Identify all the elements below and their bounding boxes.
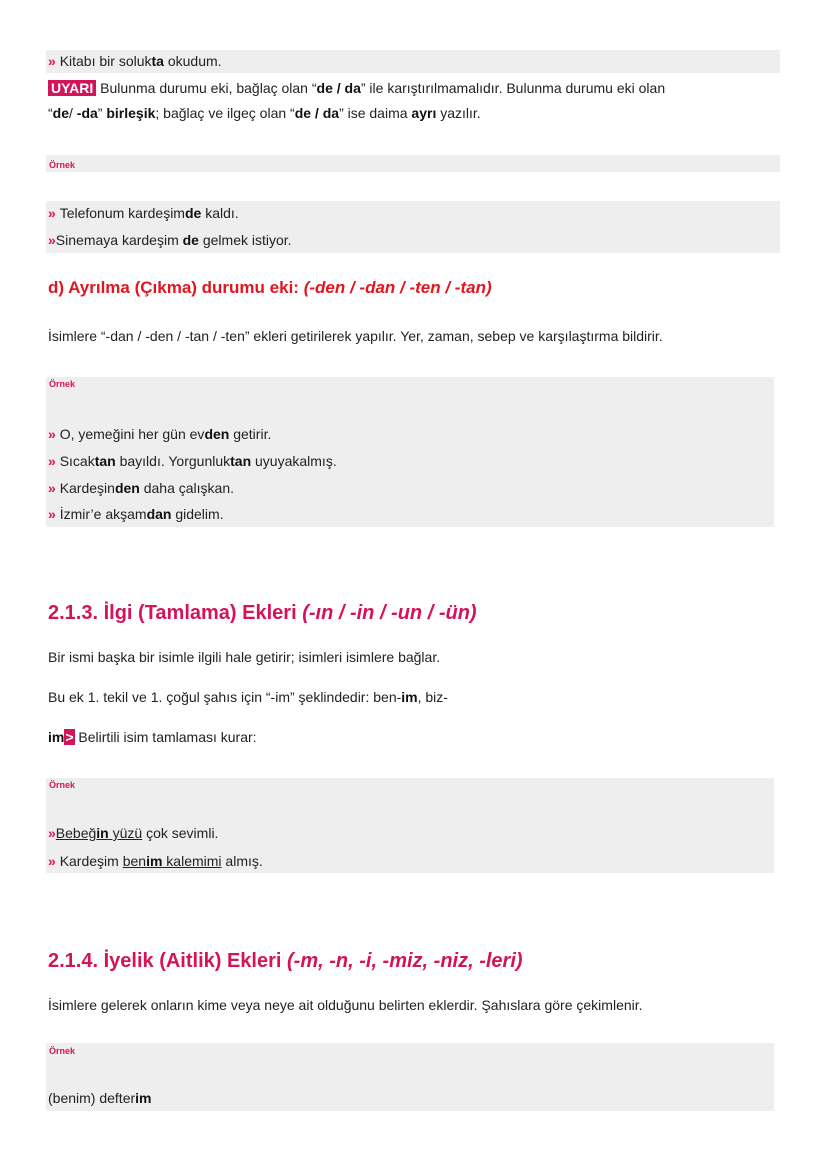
bullet-arrow: » — [48, 232, 56, 248]
text-segment: getirir. — [229, 426, 272, 442]
paragraph — [48, 327, 663, 345]
text-segment: dan — [146, 506, 172, 522]
text-segment: Bu ek 1. tekil ve 1. çoğul şahıs için “-im” şeklindedir: ben- — [48, 689, 402, 705]
heading-text: d) Ayrılma (Çıkma) durumu eki: — [48, 278, 304, 297]
paragraph — [48, 996, 643, 1014]
heading-text: 2.1.3. İlgi (Tamlama) Ekleri — [48, 602, 303, 624]
text-segment: yazılır. — [436, 105, 481, 121]
example-line — [48, 479, 234, 497]
text-segment: de — [184, 205, 202, 221]
example-line — [48, 505, 224, 523]
text-segment: kaldı. — [201, 205, 239, 221]
example-line — [48, 1089, 152, 1107]
warning-line — [48, 79, 665, 97]
text-segment: gidelim. — [171, 506, 224, 522]
text-line — [48, 52, 222, 70]
text-segment: Kitabı bir soluk — [59, 53, 152, 69]
text-segment: im — [48, 729, 65, 745]
section-heading-ablative — [48, 278, 492, 298]
text-segment: im — [135, 1090, 152, 1106]
text-segment: in — [96, 825, 109, 841]
text-segment: Bebeğ — [55, 825, 97, 841]
text-segment: ben — [122, 853, 147, 869]
bullet-arrow: » — [48, 453, 60, 469]
underlined-text — [56, 825, 96, 841]
text-segment: Kardeşim — [59, 853, 123, 869]
paragraph — [48, 728, 257, 746]
heading-suffixes: (-den / -dan / -ten / -tan) — [303, 278, 492, 297]
text-segment: bayıldı. Yorgunluk — [115, 453, 231, 469]
text-segment: “ — [48, 105, 53, 121]
example-line — [48, 425, 271, 443]
text-segment: Bulunma durumu eki, bağlaç olan “ — [96, 80, 317, 96]
text-segment: birleşik — [106, 105, 156, 121]
example-line — [48, 452, 337, 470]
example-box — [46, 1043, 774, 1111]
example-line — [48, 231, 292, 249]
text-segment: uyuyakalmış. — [251, 453, 337, 469]
text-segment: Sıcak — [59, 453, 95, 469]
underlined-text — [109, 825, 142, 841]
underlined-text — [146, 853, 162, 869]
text-segment: O, yemeğini her gün ev — [59, 426, 205, 442]
text-segment: (benim) defter — [48, 1090, 136, 1106]
example-label: Örnek — [49, 780, 76, 790]
example-label: Örnek — [49, 1046, 76, 1056]
paragraph — [48, 688, 448, 706]
text-segment: ” ise daima — [339, 105, 412, 121]
example-label: Örnek — [49, 379, 76, 389]
warning-line — [48, 104, 481, 122]
heading-suffixes: (-ın / -in / -un / -ün) — [302, 602, 477, 624]
text-segment: gelmek istiyor. — [198, 232, 292, 248]
text-segment: im — [401, 689, 418, 705]
bullet-arrow: » — [48, 53, 60, 69]
text-segment: im — [146, 853, 163, 869]
text-segment: / — [69, 105, 77, 121]
text-segment: de / da — [294, 105, 340, 121]
text-segment: ta — [151, 53, 164, 69]
text-segment: Bir ismi başka bir isimle ilgili hale getirir; isimleri isimlere bağlar. — [48, 649, 441, 665]
example-line — [48, 204, 239, 222]
text-segment: ” ile karıştırılmamalıdır. Bulunma durumu eki olan — [360, 80, 666, 96]
bullet-arrow: » — [48, 426, 60, 442]
text-segment: -da — [76, 105, 98, 121]
bullet-arrow: » — [48, 506, 60, 522]
text-segment: kalemimi — [162, 853, 222, 869]
warning-badge: UYARI — [48, 80, 96, 96]
highlight-marker: > — [65, 729, 74, 745]
text-segment: okudum. — [163, 53, 222, 69]
heading-suffixes: (-m, -n, -i, -miz, -niz, -leri) — [287, 950, 523, 972]
text-segment: Belirtili isim tamlaması kurar: — [74, 729, 257, 745]
paragraph — [48, 648, 440, 666]
underlined-text — [123, 853, 146, 869]
bullet-arrow: » — [48, 205, 60, 221]
text-segment: de — [182, 232, 199, 248]
text-segment: tan — [94, 453, 116, 469]
example-line — [48, 824, 218, 842]
example-label-bar — [46, 155, 780, 172]
example-line — [48, 852, 263, 870]
text-segment: İsimlere gelerek onların kime veya neye ait olduğunu belirten eklerdir. Şahıslara göre çekimlenir. — [48, 997, 643, 1013]
heading-text: 2.1.4. İyelik (Aitlik) Ekleri — [48, 950, 288, 972]
text-segment: İzmir’e akşam — [59, 506, 147, 522]
text-segment: de / da — [316, 80, 361, 96]
example-label: Örnek — [49, 160, 76, 170]
text-segment: daha çalışkan. — [139, 480, 235, 496]
text-segment: Sinemaya kardeşim — [55, 232, 183, 248]
text-segment: ” — [97, 105, 107, 121]
text-segment: de — [52, 105, 70, 121]
text-segment: , biz- — [417, 689, 448, 705]
text-segment: çok sevimli. — [142, 825, 219, 841]
text-segment: ; bağlaç ve ilgeç olan “ — [155, 105, 295, 121]
section-heading-2-1-4 — [48, 950, 523, 973]
text-segment: Kardeşin — [59, 480, 115, 496]
bullet-arrow: » — [48, 825, 56, 841]
text-segment: den — [114, 480, 140, 496]
text-segment: almış. — [221, 853, 263, 869]
section-heading-2-1-3 — [48, 602, 477, 625]
text-segment: İsimlere “-dan / -den / -tan / -ten” ekleri getirilerek yapılır. Yer, zaman, sebep ve karşılaştırma bildirir. — [48, 328, 663, 344]
text-segment: tan — [230, 453, 252, 469]
text-segment: den — [204, 426, 230, 442]
bullet-arrow: » — [48, 480, 60, 496]
text-segment: Telefonum kardeşim — [59, 205, 185, 221]
underlined-text — [162, 853, 221, 869]
bullet-arrow: » — [48, 853, 60, 869]
text-segment: yüzü — [108, 825, 143, 841]
underlined-text — [96, 825, 108, 841]
text-segment: ayrı — [411, 105, 437, 121]
